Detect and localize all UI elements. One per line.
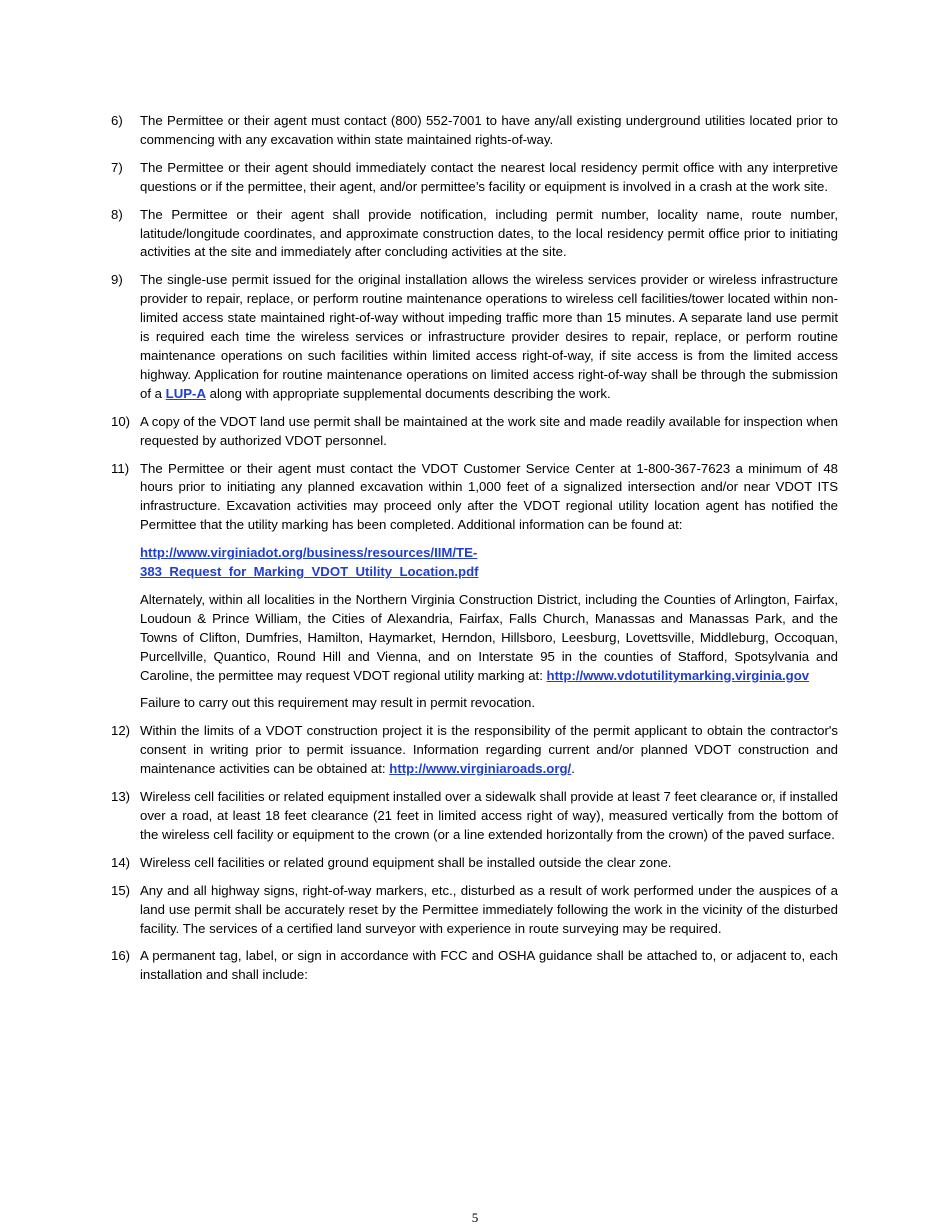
list-item-7 (111, 159, 838, 197)
list-item-16 (111, 947, 838, 985)
item-number: 11) (111, 460, 130, 476)
item-text-continued: along with appropriate supplemental documents describing the work. (205, 385, 611, 401)
item-number: 6) (111, 113, 123, 128)
item-text: Any and all highway signs, right-of-way markers, etc., disturbed as a result of work performed under the auspices of a land use permit shall be accurately reset by the Permittee immediately following the work in the vicinity of the disturbed facility. The services of a certified land surveyor with experience in route surveying may be required. (140, 882, 838, 936)
item-number: 15) (111, 882, 131, 898)
page-number: 5 (471, 1210, 479, 1225)
item-number: 14) (111, 854, 131, 870)
list-item-8 (111, 206, 838, 263)
item-text: Within the limits of a VDOT construction project it is the responsibility of the permit applicant to obtain the contractor's consent in writing prior to permit issuance. Information regarding current and/or planned VDOT construction and maintenance activities can be obtained at: (140, 723, 838, 777)
item-number: 16) (111, 948, 131, 964)
item-number: 8) (111, 206, 123, 222)
item-number: 10) (111, 413, 131, 429)
marking-request-link-line2[interactable]: 383_Request_for_Marking_VDOT_Utility_Location.pdf (140, 564, 479, 580)
list-item-15 (111, 882, 838, 939)
item-text: The Permittee or their agent must contact (800) 552-7001 to have any/all existing underground utilities located prior to commencing with any excavation within state maintained rights-of-way. (140, 113, 838, 147)
item-text-end: . (571, 761, 575, 777)
item-text: The Permittee or their agent should immediately contact the nearest local residency permit office with any interpretive questions or if the permittee, their agent, and/or permittee’s facility or equipment is involved in a crash at the work site. (140, 159, 838, 194)
item-text: Wireless cell facilities or related equipment installed over a sidewalk shall provide at least 7 feet clearance or, if installed over a road, at least 18 feet clearance (21 feet in limited access right of way), measured vertically from the bottom of the wireless cell facility or equipment to the crown (or a line extended horizontally from the crown) of the paved surface. (140, 789, 838, 842)
item-number: 7) (111, 159, 123, 175)
item-text: The single-use permit issued for the original installation allows the wireless services provider or wireless infrastructure provider to repair, replace, or perform routine maintenance operations to wireless cell facilities/tower located within non-limited access state maintained right-of-way without impeding traffic more than 15 minutes. A separate land use permit is required each time the wireless services or infrastructure provider desires to repair, replace, or perform routine maintenance operations on such facilities within limited access right-of-way, if site access is from the limited access highway. Application for routine maintenance operations on limited access right-of-way shall be through the submission of a (140, 272, 838, 401)
list-item-9 (111, 271, 838, 403)
list-item-6 (111, 112, 838, 150)
virginia-roads-link[interactable]: http://www.virginiaroads.org/ (389, 761, 572, 777)
list-item-11 (111, 460, 838, 536)
item-text: Wireless cell facilities or related ground equipment shall be installed outside the clear zone. (140, 854, 672, 870)
marking-request-link-block (111, 544, 838, 582)
conditions-list (111, 112, 838, 994)
failure-note: Failure to carry out this requirement may result in permit revocation. (140, 695, 536, 711)
item-text: A copy of the VDOT land use permit shall be maintained at the work site and made readily available for inspection when requested by authorized VDOT personnel. (140, 413, 838, 448)
list-item-10 (111, 413, 838, 451)
item-text: A permanent tag, label, or sign in accordance with FCC and OSHA guidance shall be attached to, or adjacent to, each installation and shall include: (140, 948, 838, 983)
list-item-14 (111, 854, 838, 873)
item-text: The Permittee or their agent must contact the VDOT Customer Service Center at 1-800-367-7623 a minimum of 48 hours prior to initiating any planned excavation within 1,000 feet of a signalized intersection and/or near VDOT ITS infrastructure. Excavation activities may proceed only after the VDOT regional utility location agent has notified the Permittee that the utility marking has been completed. Additional information can be found at: (140, 460, 838, 533)
vdot-utility-marking-link[interactable]: http://www.vdotutilitymarking.virginia.gov (546, 667, 810, 683)
item-number: 12) (111, 723, 131, 739)
lup-a-link[interactable]: LUP-A (165, 385, 206, 401)
item-text: The Permittee or their agent shall provide notification, including permit number, locality name, route number, latitude/longitude coordinates, and approximate construction dates, to the local residency permit office prior to initiating activities at the site and immediately after concluding activities at the site. (140, 206, 838, 260)
alternate-text: Alternately, within all localities in the Northern Virginia Construction District, including the Counties of Arlington, Fairfax, Loudoun & Prince William, the Cities of Alexandria, Fairfax, Falls Church, Manassas and Manassas Park, and the Towns of Clifton, Dumfries, Hamilton, Haymarket, Herndon, Hillsboro, Leesburg, Lovettsville, Middleburg, Occoquan, Purcellville, Quantico, Round Hill and Vienna, and on Interstate 95 in the counties of Stafford, Spotsylvania and Caroline, the permittee may request VDOT regional utility marking at: (140, 591, 838, 683)
list-item-12 (111, 722, 838, 779)
northern-virginia-paragraph (111, 591, 838, 686)
item-number: 9) (111, 272, 123, 288)
marking-request-link-line1[interactable]: http://www.virginiadot.org/business/resources/IIM/TE- (140, 545, 478, 561)
item-number: 13) (111, 789, 131, 805)
list-item-13 (111, 788, 838, 845)
